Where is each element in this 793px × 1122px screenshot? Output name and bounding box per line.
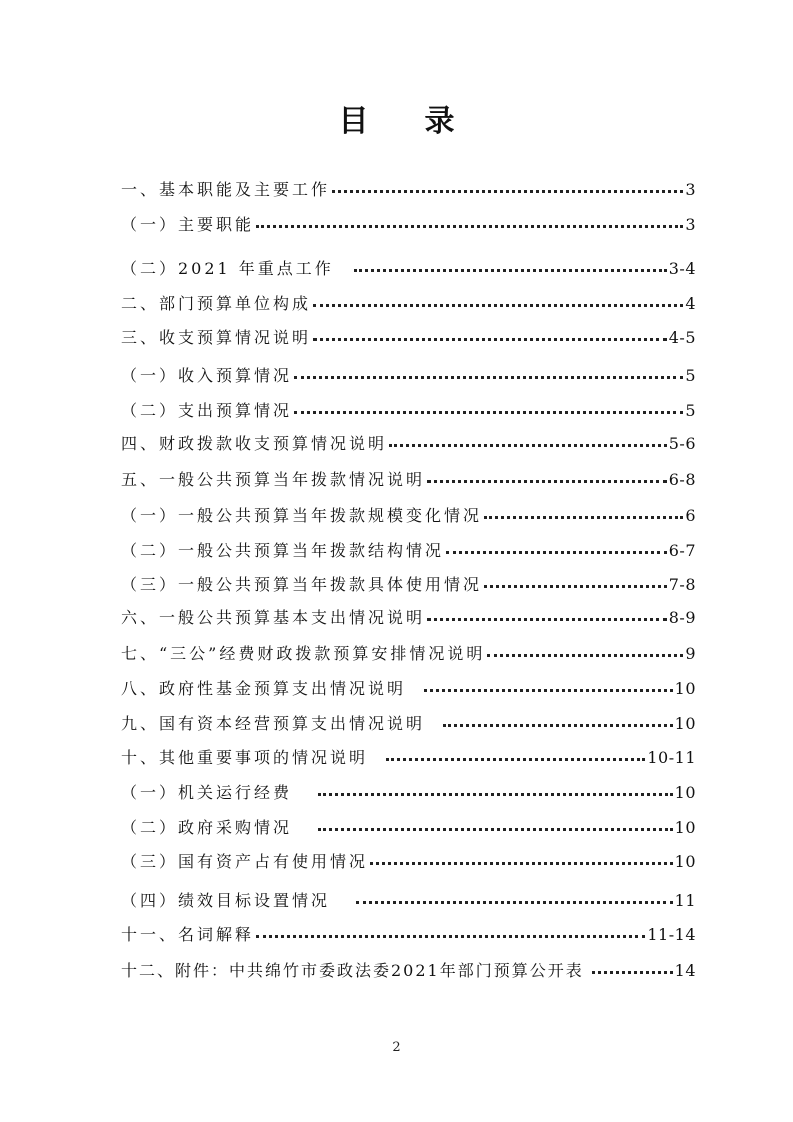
dot-leader — [386, 740, 645, 761]
toc-entry-page: 10 — [674, 783, 696, 802]
toc-entry-label: （二）支出预算情况 — [121, 401, 293, 420]
toc-entry[interactable] — [121, 708, 696, 734]
toc-entry[interactable] — [121, 428, 696, 454]
toc-entry-page: 6-7 — [668, 541, 696, 560]
dot-leader — [256, 917, 645, 938]
dot-leader — [370, 844, 673, 865]
dot-leader — [443, 706, 673, 727]
toc-entry-page: 10 — [674, 818, 696, 837]
toc-entry-page: 3-4 — [668, 259, 696, 278]
toc-entry-page: 11 — [674, 891, 696, 910]
dot-leader — [389, 426, 667, 447]
toc-entry[interactable] — [121, 919, 696, 945]
toc-entry-label: （四）绩效目标设置情况 — [121, 891, 331, 910]
toc-entry[interactable] — [121, 812, 696, 838]
dot-leader — [484, 498, 683, 519]
toc-entry-page: 10-11 — [647, 748, 696, 767]
dot-leader — [427, 462, 667, 483]
toc-entry[interactable] — [121, 395, 696, 421]
dot-leader — [354, 251, 667, 272]
toc-entry-label: 六、一般公共预算基本支出情况说明 — [121, 608, 426, 627]
toc-entry-page: 6-8 — [668, 470, 696, 489]
toc-entry-label: 七、“三公”经费财政拨款预算安排情况说明 — [121, 644, 486, 663]
dot-leader — [427, 600, 667, 621]
toc-entry-label: （一）一般公共预算当年拨款规模变化情况 — [121, 506, 483, 525]
toc-entry-label: （一）机关运行经费 — [121, 783, 293, 802]
toc-entry-label: （三）一般公共预算当年拨款具体使用情况 — [121, 575, 483, 594]
toc-entry-label: （二）政府采购情况 — [121, 818, 293, 837]
toc-entry-label: 四、财政拨款收支预算情况说明 — [121, 434, 388, 453]
toc-entry-label: （二）一般公共预算当年拨款结构情况 — [121, 541, 445, 560]
toc-entry-page: 11-14 — [647, 925, 696, 944]
toc-entry-label: 三、收支预算情况说明 — [121, 328, 312, 347]
toc-entry-label: （一）主要职能 — [121, 215, 255, 234]
toc-entry[interactable] — [121, 846, 696, 872]
toc-entry[interactable] — [121, 174, 696, 200]
toc-entry[interactable] — [121, 673, 696, 699]
dot-leader — [256, 207, 683, 228]
toc-entry-page: 10 — [674, 679, 696, 698]
toc-entry[interactable] — [121, 777, 696, 803]
toc-entry-label: 十一、名词解释 — [121, 925, 255, 944]
dot-leader — [313, 320, 667, 341]
toc-entry[interactable] — [121, 500, 696, 526]
toc-entry-page: 7-8 — [668, 575, 696, 594]
toc-entry-label: 一、基本职能及主要工作 — [121, 180, 331, 199]
toc-entry[interactable] — [121, 322, 696, 348]
toc-entry-label: 二、部门预算单位构成 — [121, 294, 312, 313]
toc-entry[interactable] — [121, 360, 696, 386]
toc-entry[interactable] — [121, 742, 696, 768]
toc-entry-page: 5-6 — [668, 434, 696, 453]
toc-entry-page: 10 — [674, 852, 696, 871]
toc-entry-page: 3 — [685, 180, 696, 199]
dot-leader — [446, 533, 667, 554]
page-number: 2 — [392, 1040, 401, 1055]
toc-entry-label: （二）2021 年重点工作 — [121, 259, 334, 278]
toc-entry[interactable] — [121, 602, 696, 628]
toc-entry-label: 八、政府性基金预算支出情况说明 — [121, 679, 407, 698]
dot-leader — [313, 286, 683, 307]
toc-entry-label: 九、国有资本经营预算支出情况说明 — [121, 714, 426, 733]
toc-entry[interactable] — [121, 955, 696, 981]
toc-entry[interactable] — [121, 569, 696, 595]
toc-entry-page: 14 — [674, 961, 696, 980]
dot-leader — [318, 775, 673, 796]
dot-leader — [484, 567, 667, 588]
toc-entry-page: 5 — [685, 401, 696, 420]
toc-entry-page: 8-9 — [668, 608, 696, 627]
dot-leader — [318, 810, 673, 831]
title-part-2: 录 — [424, 104, 455, 139]
toc-entry-page: 5 — [685, 366, 696, 385]
toc-entry-page: 6 — [685, 506, 696, 525]
toc-entry-page: 4 — [685, 294, 696, 313]
toc-entry[interactable] — [121, 535, 696, 561]
toc-entry-page: 4-5 — [668, 328, 696, 347]
dot-leader — [592, 953, 673, 974]
dot-leader — [294, 393, 683, 414]
toc-entry[interactable] — [121, 288, 696, 314]
dot-leader — [294, 358, 683, 379]
toc-entry-label: 十、其他重要事项的情况说明 — [121, 748, 369, 767]
dot-leader — [332, 172, 683, 193]
toc-entry-label: （一）收入预算情况 — [121, 366, 293, 385]
toc-entry-page: 3 — [685, 215, 696, 234]
dot-leader — [356, 883, 673, 904]
dot-leader — [424, 671, 673, 692]
toc-entry-page: 10 — [674, 714, 696, 733]
dot-leader — [487, 636, 683, 657]
toc-entry[interactable] — [121, 253, 696, 279]
toc-entry[interactable] — [121, 209, 696, 235]
toc-entry-page: 9 — [685, 644, 696, 663]
toc-entry[interactable] — [121, 885, 696, 911]
toc-entry[interactable] — [121, 464, 696, 490]
toc-entry[interactable] — [121, 638, 696, 664]
toc-entry-label: （三）国有资产占有使用情况 — [121, 852, 369, 871]
toc-entry-label: 五、一般公共预算当年拨款情况说明 — [121, 470, 426, 489]
title-part-1: 目 — [338, 104, 369, 139]
toc-entry-label: 十二、附件：中共绵竹市委政法委2021年部门预算公开表 — [121, 961, 584, 980]
